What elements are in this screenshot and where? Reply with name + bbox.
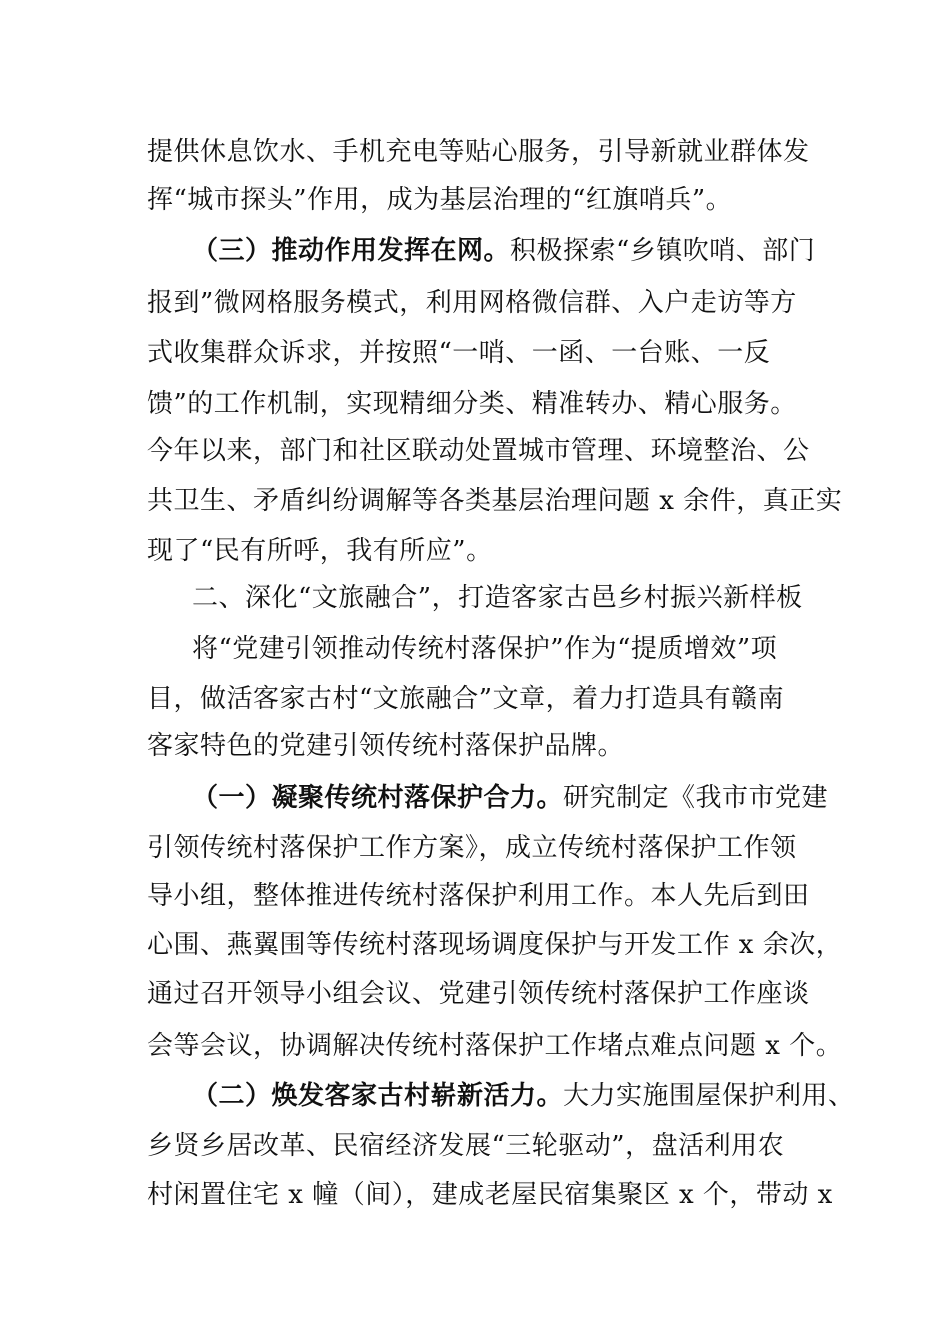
paragraph-line [147,731,624,761]
paragraph-line [147,1031,842,1061]
line-text: 现了“民有所呼，我有所应”。 [147,536,493,566]
paragraph-line [192,634,777,664]
line-text: 馈”的工作机制，实现精细分类、精准转办、精心服务。 [147,389,797,419]
line-text: 大力实施围屋保护利用、 [563,1081,855,1111]
section-heading-inline: （二）焕发客家古村崭新活力。 [192,1081,564,1111]
heading-text: 二、深化“文旅融合”，打造客家古邑乡村振兴新样板 [192,583,803,613]
section-heading-inline: （一）凝聚传统村落保护合力。 [192,783,564,813]
line-text: 将“党建引领推动传统村落保护”作为“提质增效”项 [192,634,778,664]
line-text: 导小组，整体推进传统村落保护利用工作。本人先后到田 [147,881,810,911]
paragraph-line [147,833,797,863]
line-text: 共卫生、矛盾纠纷调解等各类基层治理问题 x 余件，真正实 [147,486,843,516]
line-text: 目，做活客家古村“文旅融合”文章，着力打造具有赣南 [147,684,785,714]
line-text: 会等会议，协调解决传统村落保护工作堵点难点问题 x 个。 [147,1031,843,1061]
line-text: 心围、燕翼围等传统村落现场调度保护与开发工作 x 余次， [147,930,843,960]
paragraph-line [147,338,770,368]
section-heading-inline: （三）推动作用发挥在网。 [192,236,511,266]
paragraph-line [147,1131,784,1161]
line-text: 式收集群众诉求，并按照“一哨、一函、一台账、一反 [147,338,771,368]
paragraph-line [147,930,842,960]
paragraph-line [147,1180,833,1210]
paragraph-line [192,1081,855,1111]
paragraph-line [147,486,842,516]
paragraph-line [147,684,784,714]
paragraph-line [147,288,797,318]
paragraph-line [147,881,810,911]
line-text: 乡贤乡居改革、民宿经济发展“三轮驱动”，盘活利用农 [147,1131,785,1161]
line-text: 引领传统村落保护工作方案》，成立传统村落保护工作领 [147,833,797,863]
line-text: 研究制定《我市市党建 [563,783,829,813]
paragraph-line [192,783,828,813]
line-text: 今年以来，部门和社区联动处置城市管理、环境整治、公 [147,436,810,466]
line-text: 通过召开领导小组会议、党建引领传统村落保护工作座谈 [147,979,810,1009]
line-text: 客家特色的党建引领传统村落保护品牌。 [147,731,625,761]
section-heading [192,583,803,613]
line-text: 积极探索“乡镇吹哨、部门 [510,236,816,266]
paragraph-line [147,137,810,167]
line-text: 提供休息饮水、手机充电等贴心服务，引导新就业群体发 [147,137,810,167]
paragraph-line [147,979,810,1009]
line-text: 报到”微网格服务模式，利用网格微信群、入户走访等方 [147,288,797,318]
paragraph-line [147,185,732,215]
paragraph-line [147,536,493,566]
line-text: 挥“城市探头”作用，成为基层治理的“红旗哨兵”。 [147,185,733,215]
line-text: 村闲置住宅 x 幢（间），建成老屋民宿集聚区 x 个，带动 x [147,1180,833,1210]
paragraph-line [192,236,815,266]
paragraph-line [147,389,797,419]
paragraph-line [147,436,810,466]
